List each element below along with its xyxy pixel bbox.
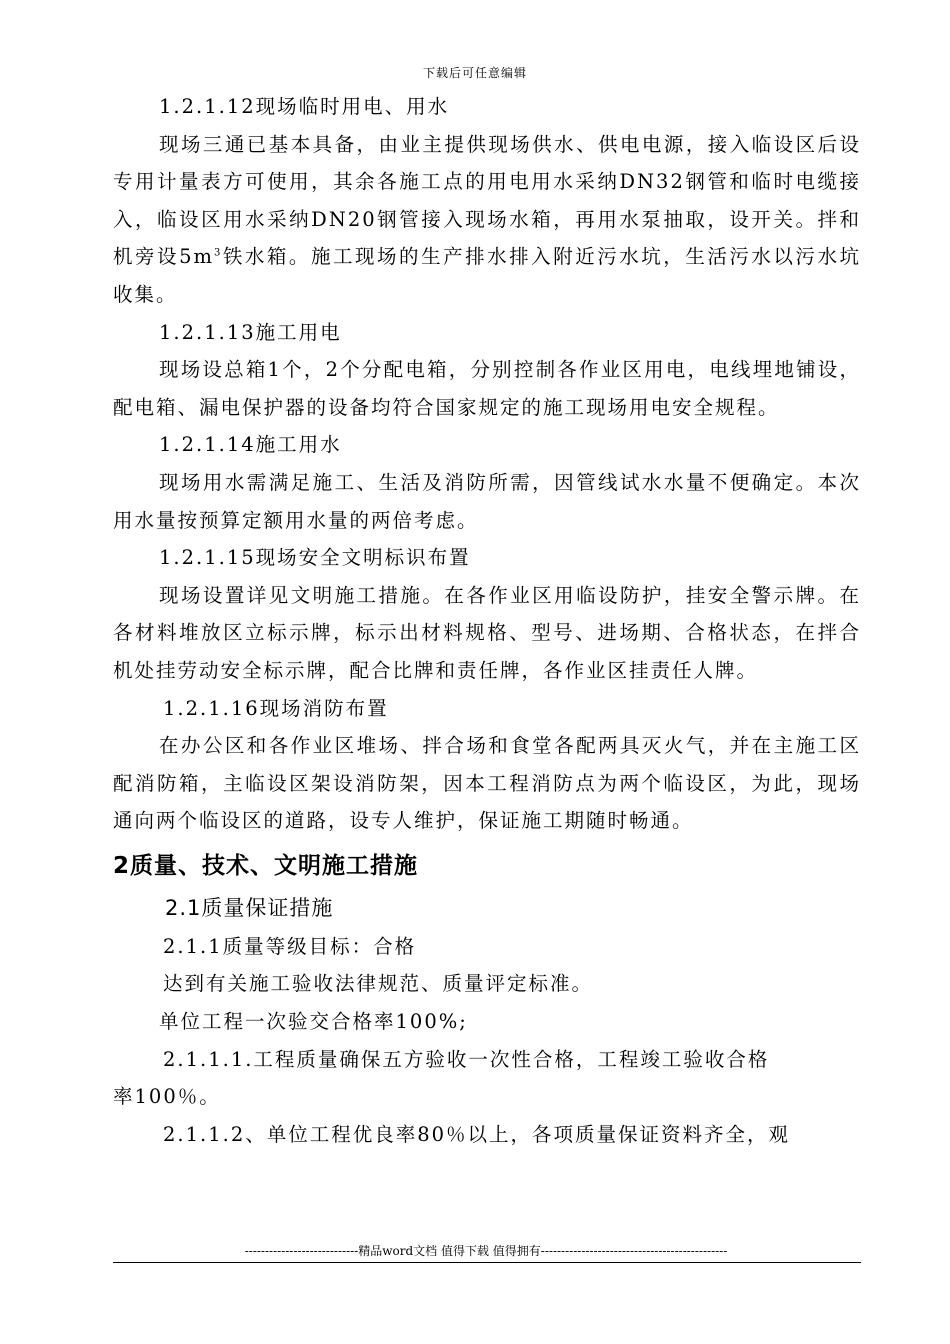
section-heading-1-2-1-13: 1.2.1.13施工用电 (159, 320, 342, 344)
paragraph-text: 铁水箱。施工现场的生产排水排入附近污水坑，生活污水以污水坑收集。 (113, 245, 861, 306)
section-heading-1-2-1-15: 1.2.1.15现场安全文明标识布置 (159, 546, 471, 570)
section-heading-1-2-1-12: 1.2.1.12现场临时用电、用水 (159, 95, 450, 118)
section-heading-1-2-1-14: 1.2.1.14施工用水 (159, 433, 342, 457)
pass-rate-line: 单位工程一次验交合格率100%; (159, 1010, 468, 1034)
section-paragraph-1-2-1-14: 现场用水需满足施工、生活及消防所需，因管线试水水量不便确定。本次用水量按预算定额用水量的两倍考虑。 (113, 470, 861, 532)
item-2-1-1-1-line: 2.1.1.1.工程质量确保五方验收一次性合格，工程竣工验收合格 (163, 1047, 770, 1071)
section-heading-1-2-1-16: 1.2.1.16现场消防布置 (163, 696, 389, 720)
page-header: 下载后可任意编辑 (422, 66, 527, 80)
section-paragraph-1-2-1-16: 在办公区和各作业区堆场、拌合场和食堂各配两具灭火气，并在主施工区配消防箱，主临设区架设消防架，因本工程消防点为两个临设区，为此，现场通向两个临设区的道路，设专人维护，保证施工期随时畅通。 (113, 734, 861, 833)
quality-goal-item: 2.1.1质量等级目标：合格 (163, 934, 417, 958)
document-body (113, 88, 861, 1153)
section-2-1-title: 2.1质量保证措施 (165, 895, 334, 920)
page-footer-text: ----------------------------精品word文档 值得下载 值得拥有---------------------------------------------- (244, 1244, 728, 1258)
item-2-1-1-2-line: 2.1.1.2、单位工程优良率80％以上，各项质量保证资料齐全，观 (163, 1122, 791, 1146)
item-2-1-1-1-continuation: 率100％。 (113, 1085, 221, 1109)
section-paragraph-1-2-1-15: 现场设置详见文明施工措施。在各作业区用临设防护，挂安全警示牌。在各材料堆放区立标示牌，标示出材料规格、型号、进场期、合格状态，在拌合机处挂劳动安全标示牌，配合比牌和责任牌，各作业区挂责任人牌。 (113, 583, 861, 682)
section-paragraph-1-2-1-13: 现场设总箱1个，2个分配电箱，分别控制各作业区用电，电线埋地铺设，配电箱、漏电保护器的设备均符合国家规定的施工现场用电安全规程。 (113, 358, 861, 419)
chapter-2-title: 2质量、技术、文明施工措施 (113, 852, 419, 879)
section-paragraph-1-2-1-12 (113, 126, 861, 314)
footer-divider (113, 1262, 861, 1263)
cubic-superscript: 3 (213, 247, 223, 259)
paragraph-text: 现场三通已基本具备，由业主提供现场供水、供电电源，接入临设区后设专用计量表方可使用，其余各施工点的用电用水采纳DN32钢管和临时电缆接入，临设区用水采纳DN20钢管接入现场水箱，再用水泵抽取，设开关。拌和机旁设5m (113, 132, 861, 269)
standard-line: 达到有关施工验收法律规范、质量评定标准。 (163, 972, 594, 996)
